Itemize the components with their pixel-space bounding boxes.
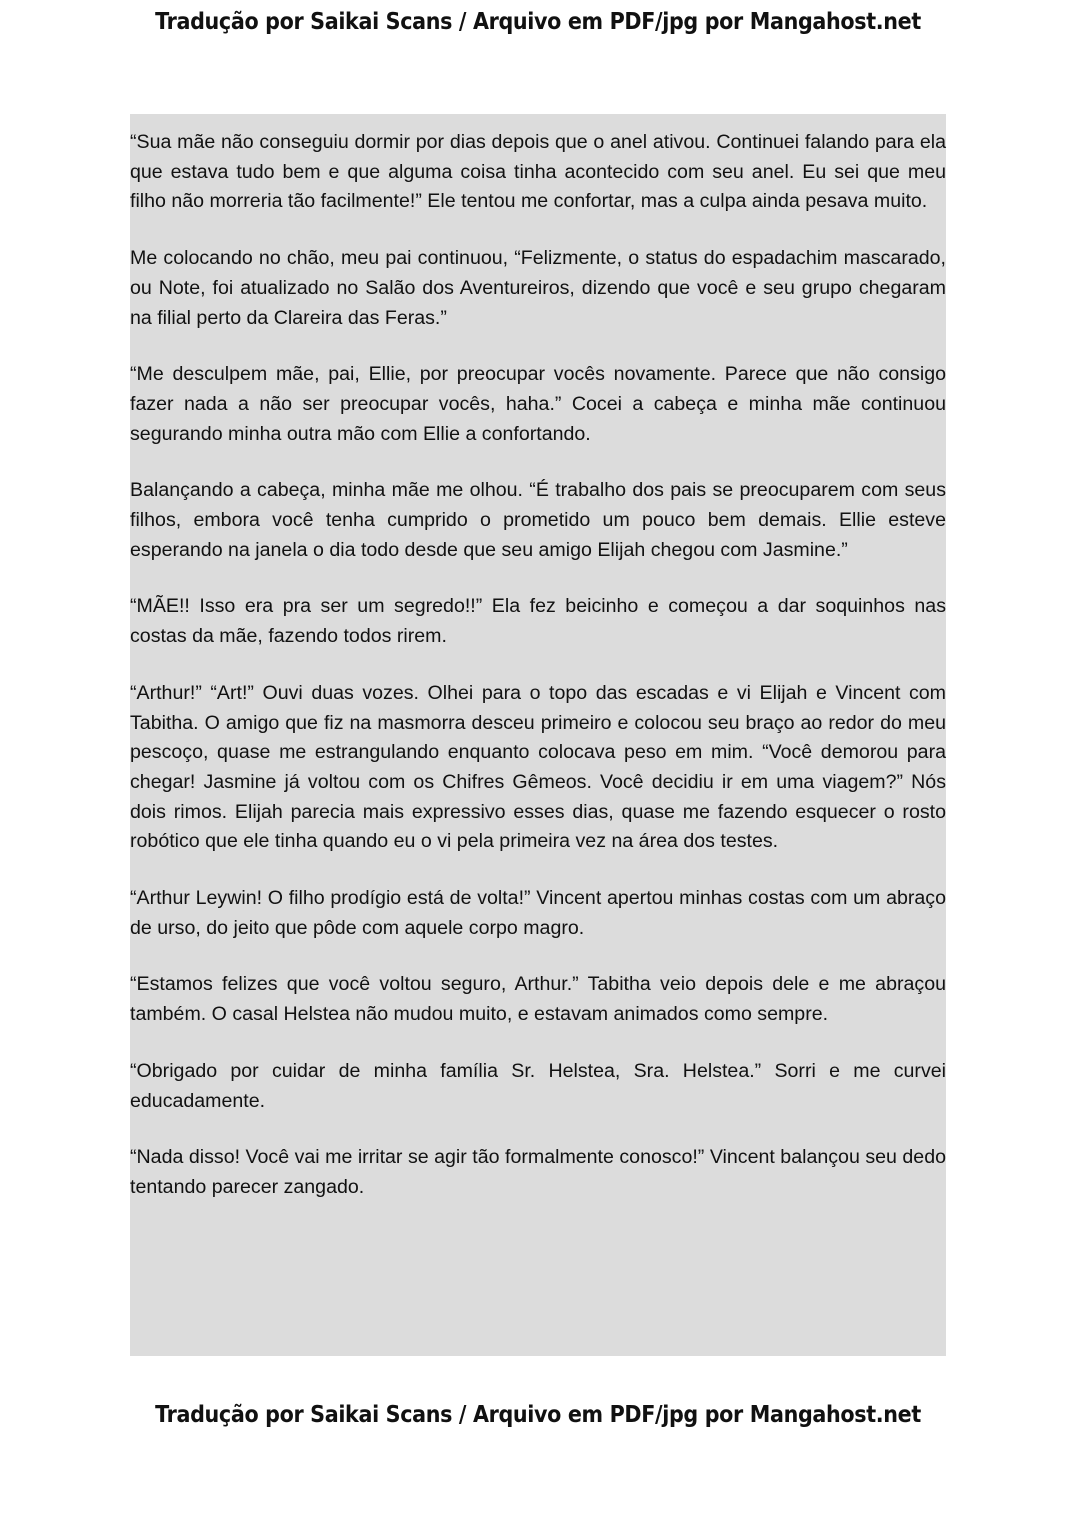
paragraph: “MÃE!! Isso era pra ser um segredo!!” Ela fez beicinho e começou a dar soquinhos nas costas da mãe, fazendo todos rirem.: [130, 595, 946, 648]
paragraph: “Me desculpem mãe, pai, Ellie, por preocupar vocês novamente. Parece que não consigo fazer nada a não ser preocupar vocês, haha.” Cocei a cabeça e minha mãe continuou segurando minha outra mão com Ellie a confortando.: [130, 363, 946, 445]
paragraph: “Obrigado por cuidar de minha família Sr. Helstea, Sra. Helstea.” Sorri e me curvei educadamente.: [130, 1059, 946, 1112]
paragraph: “Sua mãe não conseguiu dormir por dias depois que o anel ativou. Continuei falando para ela que estava tudo bem e que alguma coisa tinha acontecido com seu anel. Eu sei que meu filho não morreria tão facilmente!” Ele tentou me confortar, mas a culpa ainda pesava muito.: [130, 131, 946, 213]
header-credit: Tradução por Saikai Scans / Arquivo em PDF/jpg por Mangahost.net: [155, 9, 921, 35]
paragraph: “Nada disso! Você vai me irritar se agir tão formalmente conosco!” Vincent balançou seu dedo tentando parecer zangado.: [130, 1146, 946, 1198]
footer-credit: Tradução por Saikai Scans / Arquivo em PDF/jpg por Mangahost.net: [155, 1402, 921, 1428]
paragraph: “Arthur!” “Art!” Ouvi duas vozes. Olhei para o topo das escadas e vi Elijah e Vincent com Tabitha. O amigo que fiz na masmorra desceu primeiro e colocou seu braço ao redor do meu pescoço, quase me estrangulando enquanto colocava peso em mim. “Você demorou para chegar! Jasmine já voltou com os Chifres Gêmeos. Você decidiu ir em uma viagem?” Nós dois rimos. Elijah parecia mais expressivo esses dias, quase me fazendo esquecer o rosto robótico que ele tinha quando eu o vi pela primeira vez na área dos testes.: [130, 681, 946, 853]
paragraph: Me colocando no chão, meu pai continuou, “Felizmente, o status do espadachim mascarado, ou Note, foi atualizado no Salão dos Aventureiros, dizendo que você e seu grupo chegaram na filial perto da Clareira das Feras.”: [130, 247, 946, 329]
text-block: [130, 114, 946, 1356]
paragraph: Balançando a cabeça, minha mãe me olhou. “É trabalho dos pais se preocuparem com seus filhos, embora você tenha cumprido o prometido um pouco bem demais. Ellie esteve esperando na janela o dia todo desde que seu amigo Elijah chegou com Jasmine.”: [130, 479, 946, 561]
paragraph: “Arthur Leywin! O filho prodígio está de volta!” Vincent apertou minhas costas com um abraço de urso, do jeito que pôde com aquele corpo magro.: [130, 887, 946, 939]
paragraph: “Estamos felizes que você voltou seguro, Arthur.” Tabitha veio depois dele e me abraçou também. O casal Helstea não mudou muito, e estavam animados como sempre.: [130, 973, 946, 1026]
